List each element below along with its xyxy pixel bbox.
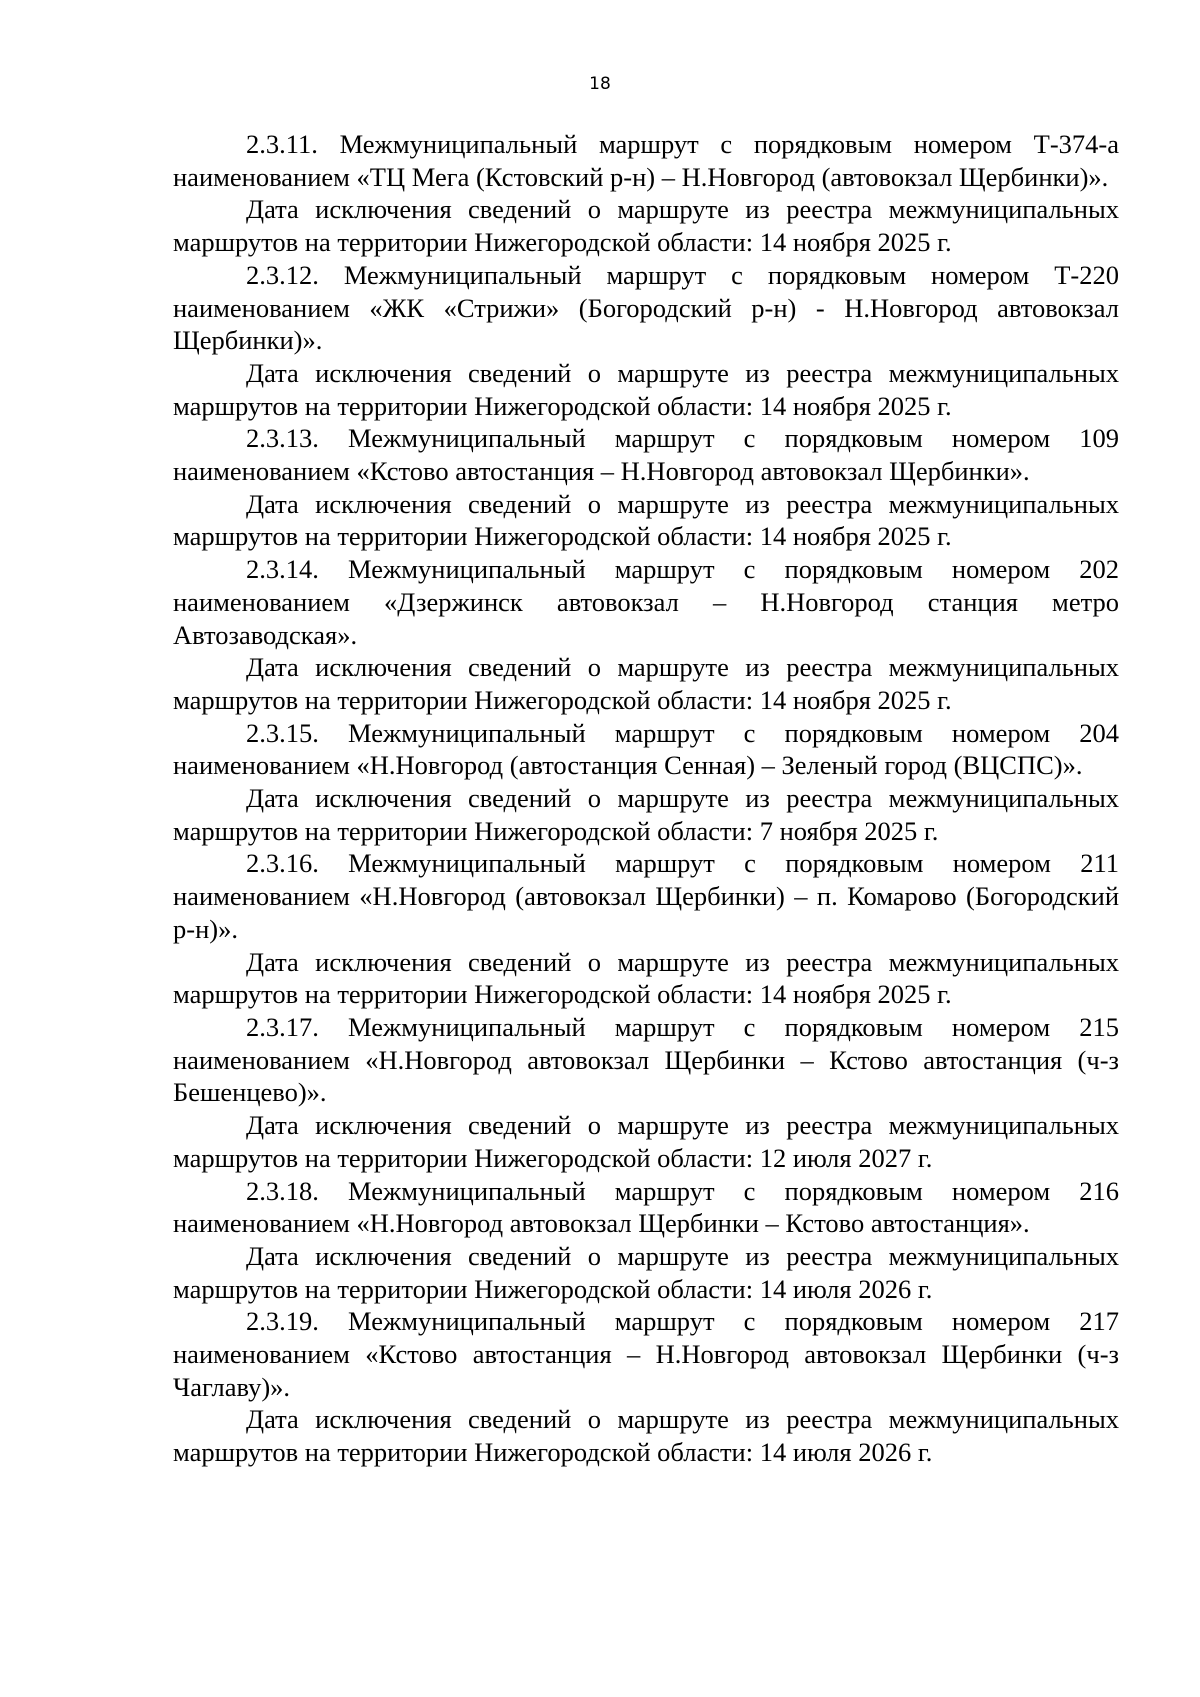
exclusion-date-paragraph: Дата исключения сведений о маршруте из реестра межмуниципальных маршрутов на территории Нижегородской области: 14 июля 2026 г.: [173, 1240, 1119, 1304]
exclusion-date-paragraph: Дата исключения сведений о маршруте из реестра межмуниципальных маршрутов на территории Нижегородской области: 14 ноября 2025 г.: [173, 946, 1119, 1010]
exclusion-date-paragraph: Дата исключения сведений о маршруте из реестра межмуниципальных маршрутов на территории Нижегородской области: 14 ноября 2025 г.: [173, 488, 1119, 552]
route-paragraph: 2.3.16. Межмуниципальный маршрут с порядковым номером 211 наименованием «Н.Новгород (автовокзал Щербинки) – п. Комарово (Богородский р-н)».: [173, 848, 1119, 944]
page-number: 18: [589, 74, 611, 94]
route-paragraph: 2.3.15. Межмуниципальный маршрут с порядковым номером 204 наименованием «Н.Новгород (автостанция Сенная) – Зеленый город (ВЦСПС)».: [173, 717, 1119, 781]
route-paragraph: 2.3.17. Межмуниципальный маршрут с порядковым номером 215 наименованием «Н.Новгород автовокзал Щербинки – Кстово автостанция (ч-з Бешенцево)».: [173, 1011, 1119, 1108]
exclusion-date-paragraph: Дата исключения сведений о маршруте из реестра межмуниципальных маршрутов на территории Нижегородской области: 14 ноября 2025 г.: [173, 357, 1119, 421]
route-paragraph: 2.3.18. Межмуниципальный маршрут с порядковым номером 216 наименованием «Н.Новгород автовокзал Щербинки – Кстово автостанция».: [173, 1175, 1119, 1239]
exclusion-date-paragraph: Дата исключения сведений о маршруте из реестра межмуниципальных маршрутов на территории Нижегородской области: 7 ноября 2025 г.: [173, 783, 1119, 846]
route-paragraph: 2.3.19. Межмуниципальный маршрут с порядковым номером 217 наименованием «Кстово автостанция – Н.Новгород автовокзал Щербинки (ч-з Чаглаву)».: [173, 1306, 1119, 1402]
route-paragraph: 2.3.12. Межмуниципальный маршрут с порядковым номером Т-220 наименованием «ЖК «Стрижи» (Богородский р-н) - Н.Новгород автовокзал Щербинки)».: [173, 259, 1119, 356]
exclusion-date-paragraph: Дата исключения сведений о маршруте из реестра межмуниципальных маршрутов на территории Нижегородской области: 14 ноября 2025 г.: [173, 194, 1119, 258]
route-paragraph: 2.3.13. Межмуниципальный маршрут с порядковым номером 109 наименованием «Кстово автостанция – Н.Новгород автовокзал Щербинки».: [173, 423, 1119, 487]
route-paragraph: 2.3.11. Межмуниципальный маршрут с порядковым номером Т-374-а наименованием «ТЦ Мега (Кстовский р-н) – Н.Новгород (автовокзал Щербинки)».: [173, 129, 1119, 192]
route-paragraph: 2.3.14. Межмуниципальный маршрут с порядковым номером 202 наименованием «Дзержинск автовокзал – Н.Новгород станция метро Автозаводская».: [173, 554, 1119, 650]
exclusion-date-paragraph: Дата исключения сведений о маршруте из реестра межмуниципальных маршрутов на территории Нижегородской области: 14 ноября 2025 г.: [173, 652, 1119, 715]
exclusion-date-paragraph: Дата исключения сведений о маршруте из реестра межмуниципальных маршрутов на территории Нижегородской области: 14 июля 2026 г.: [173, 1404, 1119, 1468]
document-body: [173, 128, 1119, 1469]
exclusion-date-paragraph: Дата исключения сведений о маршруте из реестра межмуниципальных маршрутов на территории Нижегородской области: 12 июля 2027 г.: [173, 1110, 1119, 1173]
